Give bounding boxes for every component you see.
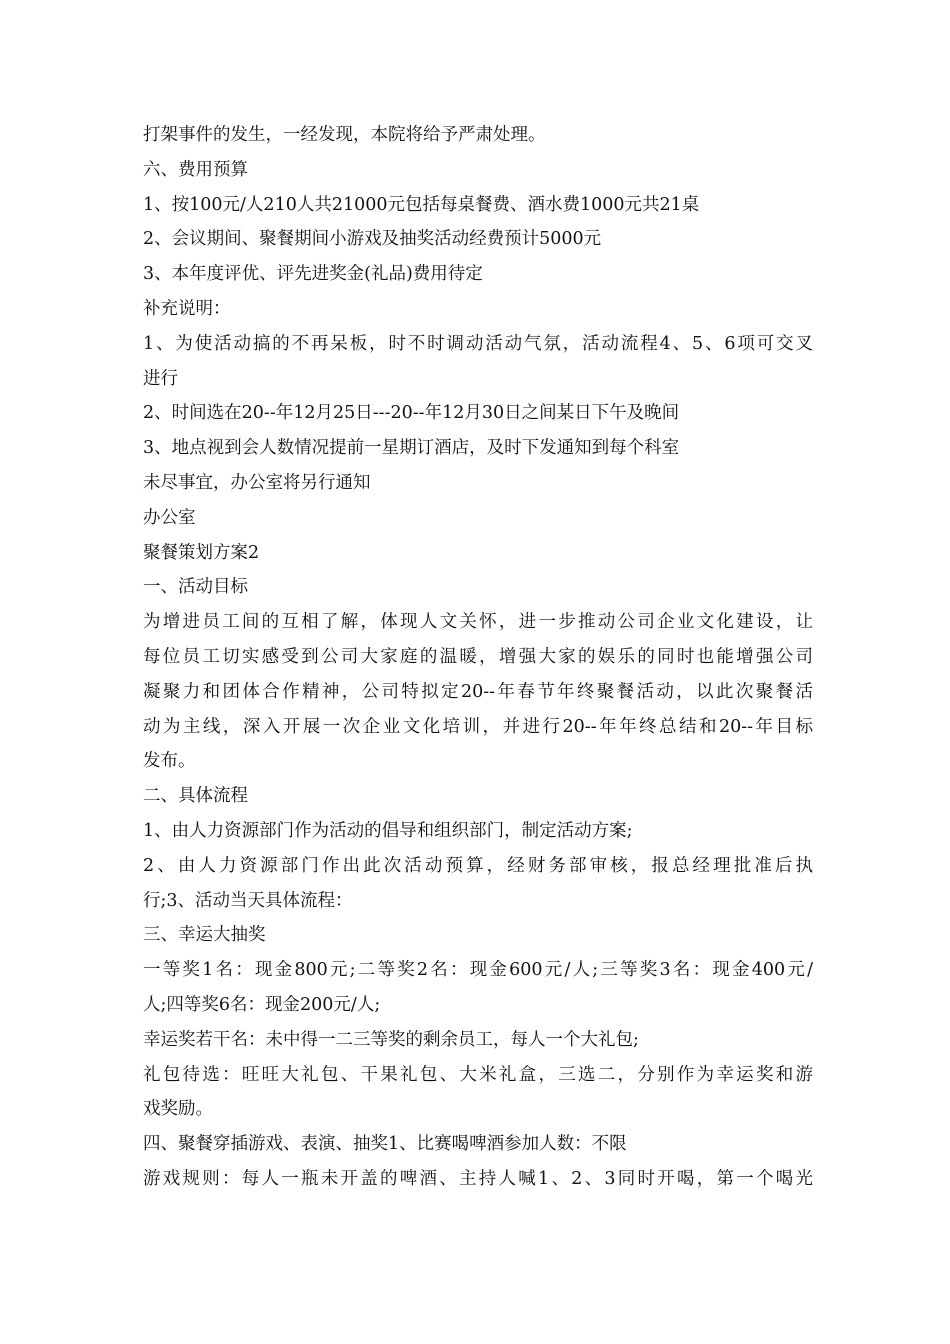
text-line: 打架事件的发生，一经发现，本院将给予严肃处理。 <box>143 125 546 145</box>
text-line: 行;3、活动当天具体流程： <box>143 890 353 911</box>
text-line: 1、按100元/人210人共21000元包括每桌餐费、酒水费1000元共21桌 <box>143 194 700 215</box>
text-line: 1、为使活动搞的不再呆板，时不时调动活动气氛，活动流程4、5、6项可交叉 <box>143 333 813 354</box>
text-line: 2、会议期间、聚餐期间小游戏及抽奖活动经费预计5000元 <box>143 229 602 250</box>
text-line: 动为主线，深入开展一次企业文化培训，并进行20--年年终总结和20--年目标 <box>143 716 813 737</box>
text-line: 一等奖1名：现金800元;二等奖2名：现金600元/人;三等奖3名：现金400元/ <box>143 960 813 981</box>
text-line: 进行 <box>143 368 178 389</box>
text-line: 游戏规则：每人一瓶未开盖的啤酒、主持人喊1、2、3同时开喝，第一个喝光 <box>143 1168 813 1189</box>
text-line: 2、由人力资源部门作出此次活动预算，经财务部审核，报总经理批准后执 <box>143 855 813 876</box>
text-line: 聚餐策划方案2 <box>143 542 260 563</box>
text-line: 办公室 <box>143 507 196 528</box>
text-line: 戏奖励。 <box>143 1099 213 1120</box>
text-line: 每位员工切实感受到公司大家庭的温暖，增强大家的娱乐的同时也能增强公司 <box>143 646 813 667</box>
text-line: 发布。 <box>143 751 196 772</box>
text-line: 幸运奖若干名：未中得一二三等奖的剩余员工，每人一个大礼包; <box>143 1029 639 1050</box>
text-line: 四、聚餐穿插游戏、表演、抽奖1、比赛喝啤酒参加人数：不限 <box>143 1134 627 1155</box>
text-line: 1、由人力资源部门作为活动的倡导和组织部门，制定活动方案; <box>143 820 633 841</box>
text-line: 六、费用预算 <box>143 159 248 180</box>
text-line: 3、本年度评优、评先进奖金(礼品)费用待定 <box>143 264 483 285</box>
text-line: 人;四等奖6名：现金200元/人; <box>143 994 381 1015</box>
text-line: 为增进员工间的互相了解，体现人文关怀，进一步推动公司企业文化建设，让 <box>143 612 813 633</box>
document-body <box>143 118 813 1197</box>
text-line: 凝聚力和团体合作精神，公司特拟定20--年春节年终聚餐活动，以此次聚餐活 <box>143 681 813 702</box>
text-line: 三、幸运大抽奖 <box>143 925 266 946</box>
text-line: 一、活动目标 <box>143 577 248 598</box>
text-line: 二、具体流程 <box>143 786 248 807</box>
text-line: 3、地点视到会人数情况提前一星期订酒店，及时下发通知到每个科室 <box>143 438 680 459</box>
text-line: 礼包待选：旺旺大礼包、干果礼包、大米礼盒，三选二，分别作为幸运奖和游 <box>143 1064 813 1085</box>
text-line: 未尽事宜，办公室将另行通知 <box>143 472 371 493</box>
text-line: 补充说明： <box>143 298 231 319</box>
text-line: 2、时间选在20--年12月25日---20--年12月30日之间某日下午及晚间 <box>143 403 680 424</box>
